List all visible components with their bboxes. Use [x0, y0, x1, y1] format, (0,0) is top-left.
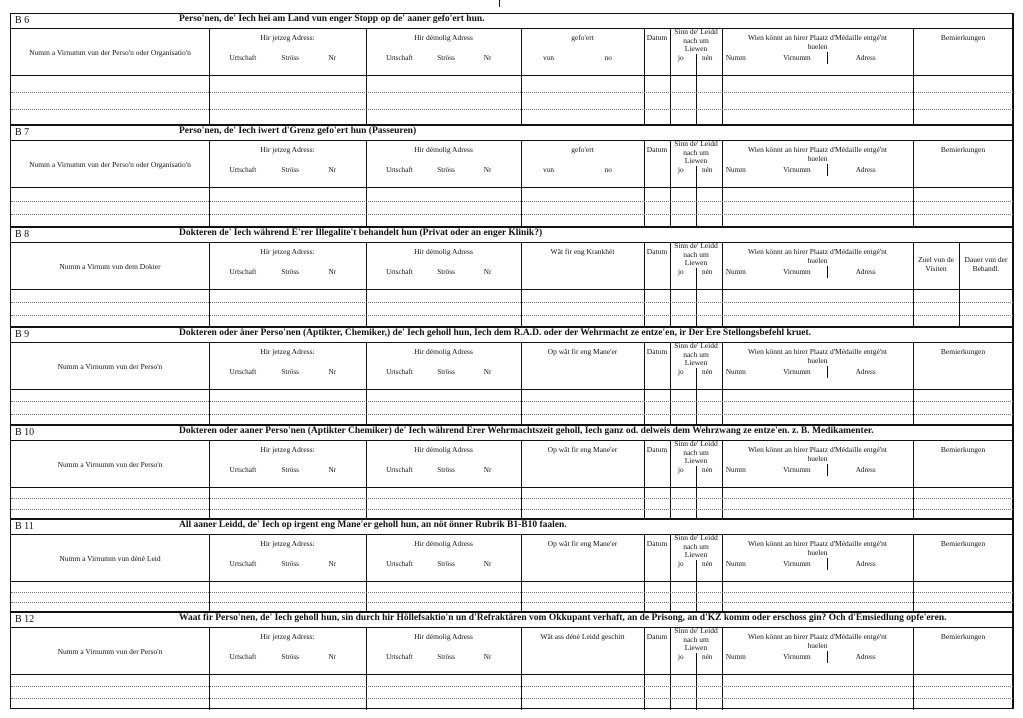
date-column-header: Datum [646, 445, 668, 454]
column-divider [696, 268, 697, 328]
medal-recipient-sublabel: Virnumm [783, 560, 811, 568]
alive-no-label: nén [702, 268, 713, 276]
header-rule [11, 581, 1013, 582]
address-sublabel: Nr [328, 466, 337, 474]
medal-recipient-sublabel: Virnumm [783, 653, 811, 661]
address-sublabel: Urtschaft [229, 268, 257, 276]
form-section [10, 425, 1014, 519]
section-title: Dokteren oder âner Perso'nen (Aptikter, Chemiker,) de' Iech geholl hun, Iech dem R.A.D. oder der Wehrmacht ze entze'en, ir Der Ere Stellongsbefehl kruet. [179, 328, 812, 338]
address-sublabel: Ströss [437, 166, 455, 174]
former-address-header: Hir démolig Adress [414, 33, 473, 42]
alive-no-label: nén [702, 166, 713, 174]
col4-header: Op wât fir eng Mane'er [547, 445, 618, 454]
name-column-header: Numm a Virnumm vun déné Leid [59, 554, 161, 563]
col4-sublabel: vun [543, 166, 554, 174]
former-address-header: Hir démolig Adress [414, 247, 473, 256]
medal-recipient-sublabel: Adress [855, 466, 876, 474]
name-column-header: Numm a Virnumm vun der Perso'n [57, 362, 163, 371]
column-divider [827, 52, 828, 64]
address-sublabel: Ströss [437, 466, 455, 474]
writing-line [11, 109, 1013, 110]
medal-recipient-header: Wien könnt an hirer Plaatz d'Médaille entgé'nt huelen [747, 539, 888, 557]
alive-yes-label: jo [678, 166, 684, 174]
medal-recipient-header: Wien könnt an hirer Plaatz d'Médaille entgé'nt huelen [747, 247, 888, 265]
section-title: All aaner Leidd, de' Iech op irgent eng Mane'er geholl hun, an nöt önner Rubrik B1-B10 faalen. [179, 520, 567, 530]
address-sublabel: Nr [483, 653, 492, 661]
address-sublabel: Ströss [437, 54, 455, 62]
address-sublabel: Nr [483, 268, 492, 276]
address-sublabel: Urtschaft [229, 54, 257, 62]
column-divider [913, 29, 914, 126]
address-sublabel: Nr [328, 166, 337, 174]
address-sublabel: Urtschaft [229, 560, 257, 568]
alive-column-header: Sinn de' Leidd nach um Liewen [674, 341, 718, 367]
writing-line [11, 92, 1013, 93]
form-section [10, 125, 1014, 227]
column-divider [827, 558, 828, 570]
col4-header: Wât fir eng Krankhét [550, 247, 615, 256]
column-divider [696, 54, 697, 126]
column-divider [827, 651, 828, 663]
section-code: B 8 [15, 229, 30, 240]
date-column-header: Datum [646, 33, 668, 42]
header-rule [11, 674, 1013, 675]
section-code: B 9 [15, 329, 30, 340]
medal-recipient-sublabel: Adress [855, 166, 876, 174]
date-column-header: Datum [646, 145, 668, 154]
medal-recipient-sublabel: Virnumm [783, 368, 811, 376]
address-sublabel: Urtschaft [229, 368, 257, 376]
column-divider [827, 464, 828, 476]
form-section [10, 13, 1014, 125]
address-sublabel: Ströss [437, 560, 455, 568]
column-divider [521, 29, 522, 126]
section-title: Dokteren de' Iech während E'rer Illegalite't behandelt hun (Privat oder an enger Klinik?) [179, 228, 543, 238]
section-title: Perso'nen, de' Iech iwert d'Grenz gefo'ert hun (Passeuren) [179, 126, 417, 136]
section-header [11, 613, 1012, 628]
address-sublabel: Nr [328, 653, 337, 661]
form-section [10, 519, 1014, 612]
name-column-header: Numm a Virnumm vun der Perso'n oder Organisatio'n [29, 160, 191, 169]
medal-recipient-header: Wien könnt an hirer Plaatz d'Médaille entgé'nt huelen [747, 33, 888, 51]
writing-line [11, 509, 1013, 510]
date-column-header: Datum [646, 632, 668, 641]
medal-recipient-sublabel: Virnumm [783, 268, 811, 276]
current-address-header: Hir jetzeg Adress: [260, 539, 315, 548]
column-divider [696, 560, 697, 613]
address-sublabel: Urtschaft [386, 368, 413, 376]
alive-column-header: Sinn de' Leidd nach um Liewen [674, 533, 718, 559]
former-address-header: Hir démolig Adress [414, 445, 473, 454]
column-divider [827, 164, 828, 176]
writing-line [11, 498, 1013, 499]
alive-yes-label: jo [678, 368, 684, 376]
address-sublabel: Urtschaft [229, 653, 257, 661]
header-rule [11, 487, 1013, 488]
form-section [10, 612, 1014, 709]
medal-recipient-sublabel: Adress [855, 560, 876, 568]
medal-recipient-sublabel: Numm [725, 466, 746, 474]
date-column-header: Datum [646, 539, 668, 548]
address-sublabel: Ströss [281, 653, 299, 661]
column-divider [670, 29, 671, 126]
alive-yes-label: jo [678, 653, 684, 661]
current-address-header: Hir jetzeg Adress: [260, 632, 315, 641]
address-sublabel: Ströss [281, 268, 299, 276]
name-column-header: Numm a Virnumm vun der Perso'n [57, 647, 163, 656]
col4-sublabel: vun [543, 54, 554, 62]
col4-header: Wât ass déné Leidd geschitt [540, 632, 625, 641]
address-sublabel: Nr [328, 54, 337, 62]
remarks-column-header: Bemierkungen [940, 347, 986, 356]
col4-header: gefo'ert [571, 145, 594, 154]
medal-recipient-sublabel: Virnumm [783, 54, 811, 62]
col4-sublabel: no [604, 166, 612, 174]
name-column-header: Numm a Virnumm vun der Perso'n [57, 460, 163, 469]
address-sublabel: Nr [328, 268, 337, 276]
address-sublabel: Urtschaft [386, 166, 413, 174]
writing-line [11, 401, 1013, 402]
page-top-tick [499, 0, 500, 7]
alive-column-header: Sinn de' Leidd nach um Liewen [674, 439, 718, 465]
medal-recipient-header: Wien könnt an hirer Plaatz d'Médaille entgé'nt huelen [747, 347, 888, 365]
current-address-header: Hir jetzeg Adress: [260, 347, 315, 356]
address-sublabel: Urtschaft [386, 466, 413, 474]
column-divider [827, 366, 828, 378]
address-sublabel: Ströss [281, 368, 299, 376]
address-sublabel: Nr [483, 368, 492, 376]
medal-recipient-sublabel: Adress [855, 54, 876, 62]
current-address-header: Hir jetzeg Adress: [260, 445, 315, 454]
address-sublabel: Nr [483, 560, 492, 568]
col4-header: Op wât fir eng Mane'er [547, 347, 618, 356]
address-sublabel: Nr [328, 368, 337, 376]
medal-recipient-sublabel: Adress [855, 653, 876, 661]
section-code: B 11 [15, 521, 34, 532]
writing-line [11, 302, 1013, 303]
medal-recipient-sublabel: Numm [725, 560, 746, 568]
section-title: Dokteren oder aaner Perso'nen (Aptikter Chemiker) de' Iech während Erer Wehrmachtszeit geholl, Iech ganz od. delweis dem Wehrzwang ze entze'en. z. B. Medikamenter. [179, 426, 874, 436]
header-rule [11, 389, 1013, 390]
form-section [10, 227, 1014, 327]
remarks-column-header: Bemierkungen [940, 632, 986, 641]
column-divider [696, 466, 697, 520]
medal-recipient-sublabel: Numm [725, 268, 746, 276]
column-divider [827, 266, 828, 278]
visits-column-header: Zuel vun de Visiten [918, 255, 954, 273]
section-title: Perso'nen, de' Iech hei am Land vun enger Stopp op de' aaner gefo'ert hun. [179, 14, 485, 24]
writing-line [11, 698, 1013, 699]
section-header [11, 228, 1012, 243]
header-rule [11, 289, 1013, 290]
medal-recipient-header: Wien könnt an hirer Plaatz d'Médaille entgé'nt huelen [747, 632, 888, 650]
address-sublabel: Nr [328, 560, 337, 568]
column-divider [644, 29, 645, 126]
form-section [10, 327, 1014, 425]
address-sublabel: Urtschaft [386, 653, 413, 661]
alive-no-label: nén [702, 368, 713, 376]
column-divider [696, 653, 697, 710]
medal-recipient-sublabel: Numm [725, 653, 746, 661]
medal-recipient-sublabel: Virnumm [783, 166, 811, 174]
former-address-header: Hir démolig Adress [414, 347, 473, 356]
current-address-header: Hir jetzeg Adress: [260, 145, 315, 154]
header-rule [11, 187, 1013, 188]
medal-recipient-sublabel: Numm [725, 166, 746, 174]
section-header [11, 426, 1012, 441]
remarks-column-header: Bemierkungen [940, 445, 986, 454]
section-code: B 10 [15, 427, 35, 438]
alive-no-label: nén [702, 560, 713, 568]
former-address-header: Hir démolig Adress [414, 632, 473, 641]
writing-line [11, 602, 1013, 603]
remarks-column-header: Bemierkungen [940, 145, 986, 154]
medal-recipient-header: Wien könnt an hirer Plaatz d'Médaille entgé'nt huelen [747, 445, 888, 463]
column-divider [366, 29, 367, 126]
remarks-column-header: Bemierkungen [940, 33, 986, 42]
medal-recipient-sublabel: Adress [855, 268, 876, 276]
address-sublabel: Urtschaft [229, 166, 257, 174]
alive-column-header: Sinn de' Leidd nach um Liewen [674, 139, 718, 165]
alive-no-label: nén [702, 653, 713, 661]
section-header [11, 126, 1012, 141]
column-divider [209, 29, 210, 126]
writing-line [11, 592, 1013, 593]
alive-column-header: Sinn de' Leidd nach um Liewen [674, 626, 718, 652]
section-title: Waat fir Perso'nen, de' Iech geholl hun, sin durch hir Höllefsaktio'n un d'Refraktären vom Okkupant verhaft, an de Prisong, an d'KZ komm oder erschoss gin? Och d'Emsiedlung opfe'eren. [179, 613, 947, 623]
section-code: B 7 [15, 127, 30, 138]
writing-line [11, 686, 1013, 687]
address-sublabel: Ströss [437, 653, 455, 661]
address-sublabel: Ströss [437, 368, 455, 376]
medal-recipient-sublabel: Virnumm [783, 466, 811, 474]
alive-no-label: nén [702, 466, 713, 474]
writing-line [11, 214, 1013, 215]
address-sublabel: Nr [483, 54, 492, 62]
treatment-duration-header: Dauer vun der Behandl. [964, 255, 1008, 273]
former-address-header: Hir démolig Adress [414, 539, 473, 548]
col4-sublabel: no [604, 54, 612, 62]
medal-recipient-sublabel: Numm [725, 368, 746, 376]
alive-yes-label: jo [678, 560, 684, 568]
address-sublabel: Ströss [281, 166, 299, 174]
column-divider [696, 166, 697, 228]
address-sublabel: Urtschaft [386, 54, 413, 62]
current-address-header: Hir jetzeg Adress: [260, 247, 315, 256]
address-sublabel: Urtschaft [229, 466, 257, 474]
section-header [11, 328, 1012, 343]
column-divider [722, 29, 723, 126]
address-sublabel: Urtschaft [386, 560, 413, 568]
section-header [11, 14, 1012, 29]
current-address-header: Hir jetzeg Adress: [260, 33, 315, 42]
address-sublabel: Nr [483, 166, 492, 174]
date-column-header: Datum [646, 247, 668, 256]
date-column-header: Datum [646, 347, 668, 356]
section-code: B 6 [15, 15, 30, 26]
column-divider [696, 368, 697, 426]
medal-recipient-sublabel: Adress [855, 368, 876, 376]
alive-no-label: nén [702, 54, 713, 62]
section-code: B 12 [15, 614, 35, 625]
address-sublabel: Ströss [437, 268, 455, 276]
alive-column-header: Sinn de' Leidd nach um Liewen [674, 241, 718, 267]
address-sublabel: Ströss [281, 466, 299, 474]
section-header [11, 520, 1012, 535]
writing-line [11, 315, 1013, 316]
medal-recipient-header: Wien könnt an hirer Plaatz d'Médaille entgé'nt huelen [747, 145, 888, 163]
address-sublabel: Ströss [281, 54, 299, 62]
former-address-header: Hir démolig Adress [414, 145, 473, 154]
alive-yes-label: jo [678, 466, 684, 474]
alive-column-header: Sinn de' Leidd nach um Liewen [674, 27, 718, 53]
address-sublabel: Nr [483, 466, 492, 474]
alive-yes-label: jo [678, 54, 684, 62]
alive-yes-label: jo [678, 268, 684, 276]
name-column-header: Numm a Virnum vun dem Dokter [59, 262, 161, 271]
medal-recipient-sublabel: Numm [725, 54, 746, 62]
address-sublabel: Ströss [281, 560, 299, 568]
remarks-column-header: Bemierkungen [940, 539, 986, 548]
name-column-header: Numm a Virnumm vun der Perso'n oder Organisatio'n [29, 48, 191, 57]
writing-line [11, 201, 1013, 202]
header-rule [11, 75, 1013, 76]
address-sublabel: Urtschaft [386, 268, 413, 276]
col4-header: Op wât fir eng Mane'er [547, 539, 618, 548]
col4-header: gefo'ert [571, 33, 594, 42]
writing-line [11, 414, 1013, 415]
